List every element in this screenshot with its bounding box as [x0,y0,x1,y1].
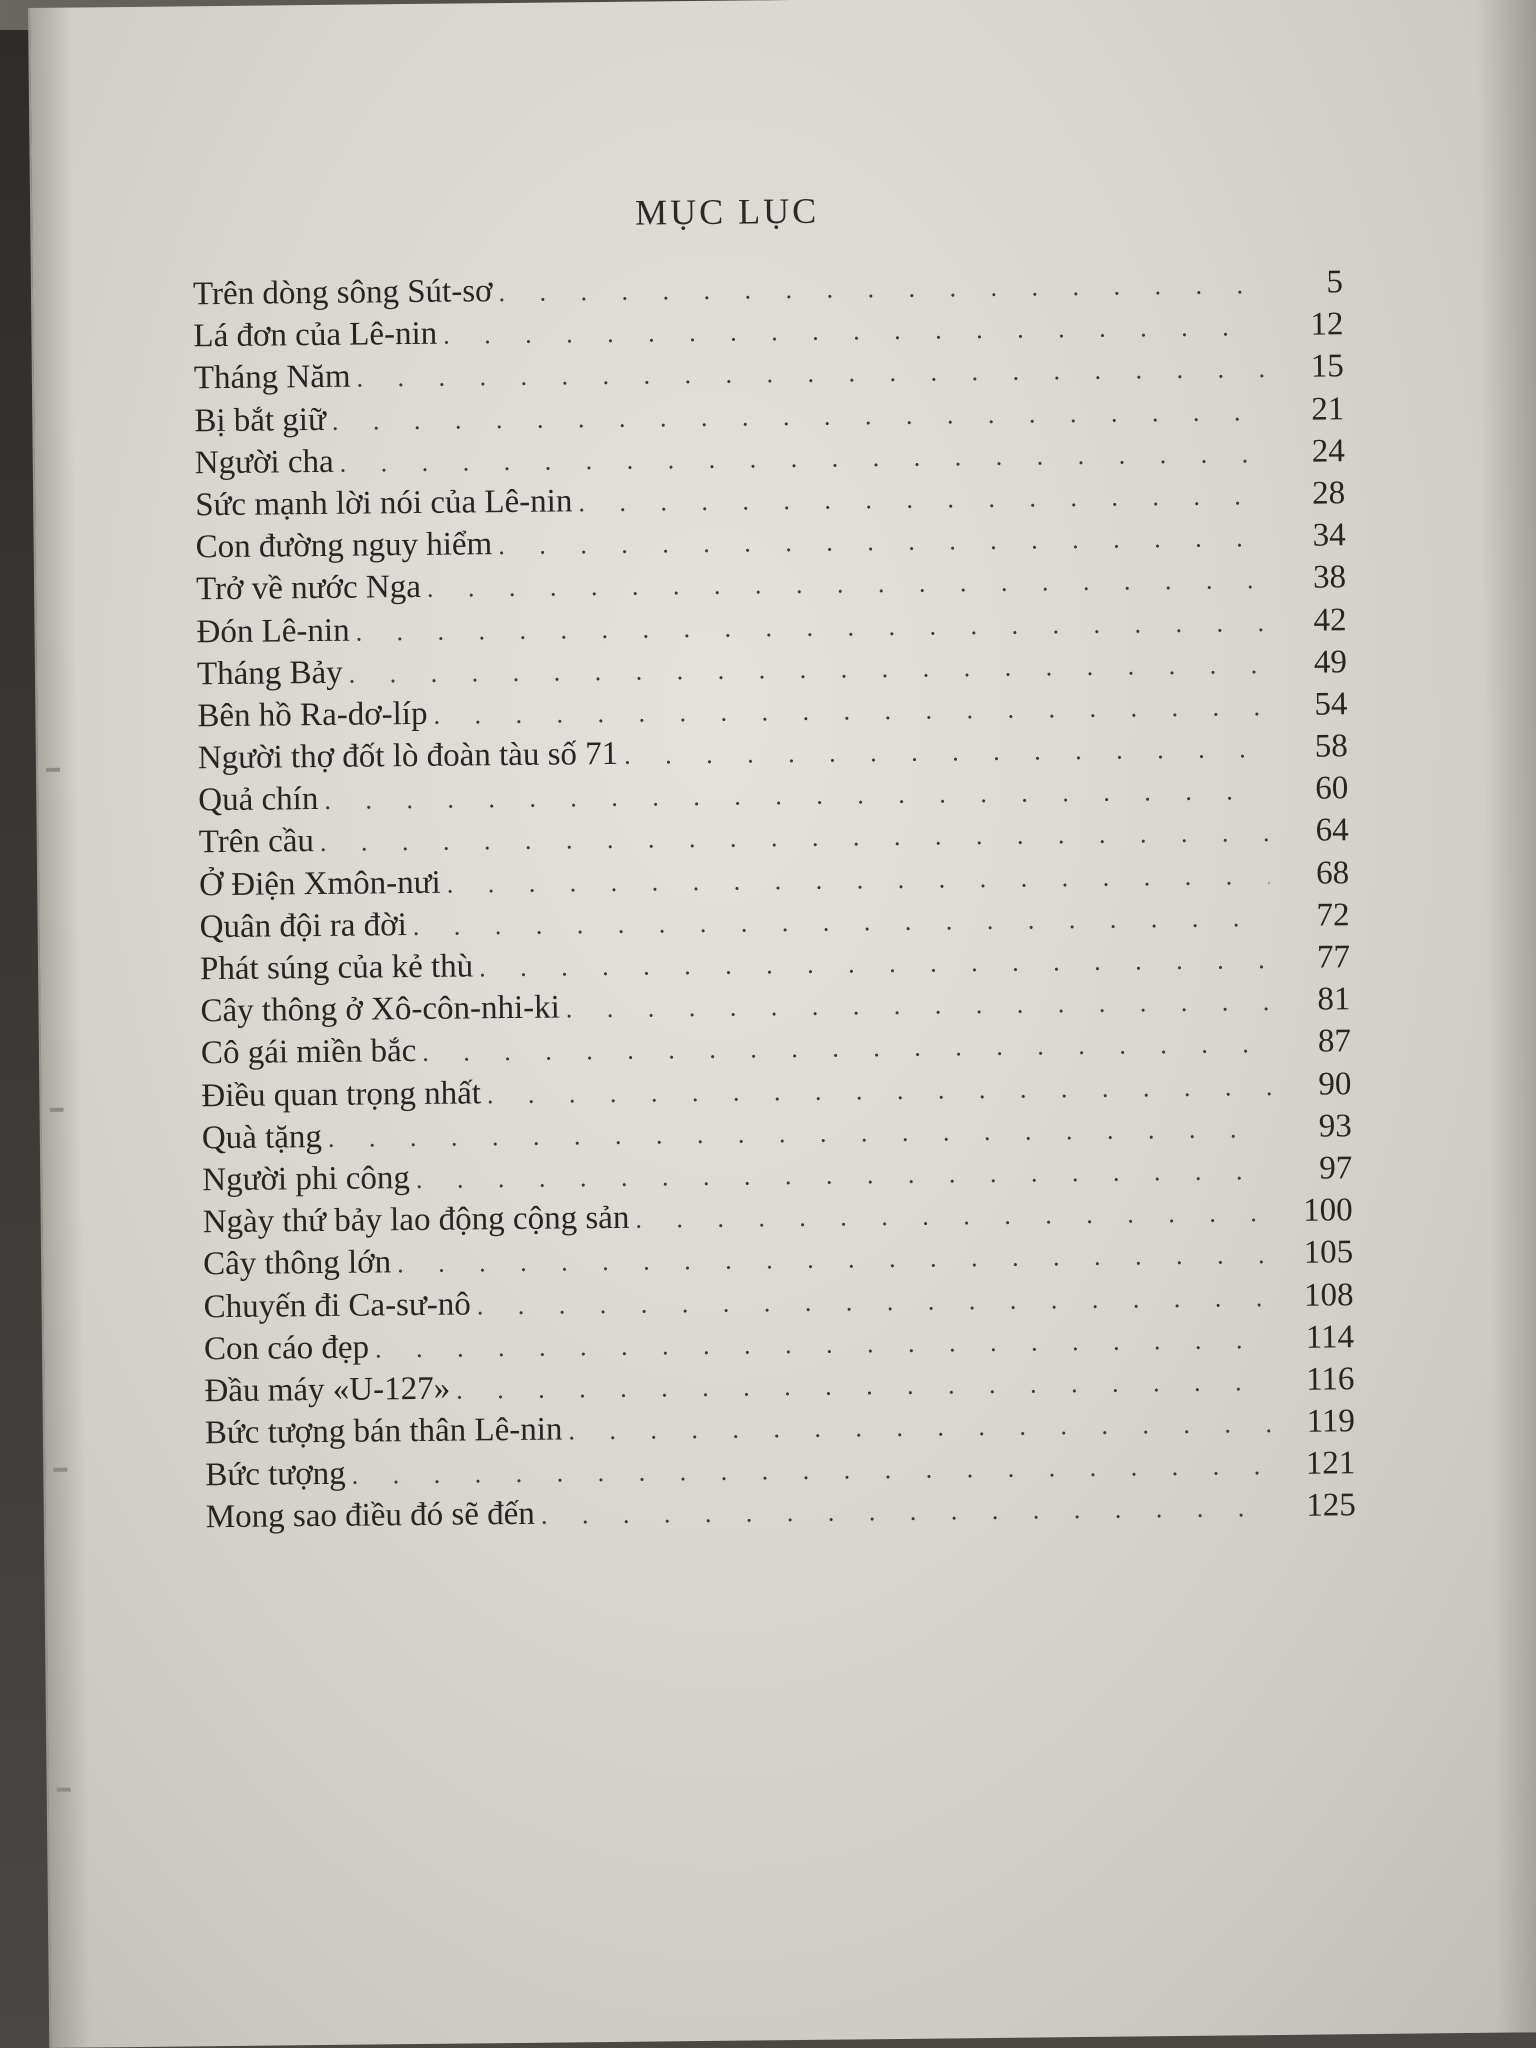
toc-entry-page: 54 [1314,686,1348,723]
toc-leader-dots [541,1493,1276,1531]
toc-entry-title: Người cha [194,443,334,482]
toc-entry-title: Phát súng của kẻ thù [199,948,474,988]
toc-leader-dots [498,523,1266,561]
toc-entry-page: 77 [1316,939,1351,976]
toc-leader-dots [397,1240,1273,1279]
toc-leader-dots [422,1029,1271,1068]
toc-entry-page: 87 [1317,1023,1352,1060]
toc-entry-page: 90 [1318,1065,1352,1103]
toc-entry-page: 105 [1303,1234,1354,1272]
toc-entry-title: Trở về nước Nga [195,569,422,608]
toc-leader-dots [635,1198,1273,1235]
toc-leader-dots [332,397,1265,437]
toc-leader-dots [416,1156,1273,1195]
toc-leader-dots [498,270,1263,308]
toc-entry-title: Bên hồ Ra-dơ-líp [197,695,428,735]
toc-entry-title: Đầu máy «U-127» [204,1370,451,1410]
toc-entry-title: Cây thông lớn [202,1244,392,1283]
toc-entry-title: Quả chín [198,781,319,819]
toc-entry-page: 21 [1311,390,1345,428]
toc-entry-page: 125 [1306,1487,1356,1525]
toc-leader-dots [568,1409,1275,1446]
toc-entry-title: Trên dòng sông Sút-sơ [192,273,493,313]
toc-entry-title: Quân đội ra đời [199,906,407,946]
toc-entry-page: 12 [1310,306,1344,343]
toc-entry-page: 42 [1313,601,1347,639]
toc-leader-dots [427,565,1266,604]
toc-entry-page: 28 [1311,475,1346,512]
toc-entry-title: Chuyến đi Ca-sư-nô [203,1285,471,1325]
toc-leader-dots [487,1072,1272,1110]
toc-entry-title: Con cáo đẹp [203,1329,370,1367]
book-page [28,0,1536,2048]
toc-entry-title: Cây thông ở Xô-côn-nhi-ki [200,989,560,1030]
toc-leader-dots [328,1114,1272,1154]
toc-entry-title: Ở Điện Xmôn-nưi [199,864,441,903]
toc-entry-title: Mong sao điều đó sẽ đến [205,1496,536,1536]
toc-leader-dots [413,903,1270,942]
toc-entry-page: 108 [1303,1276,1354,1314]
table-of-contents [193,264,1356,1542]
toc-entry-page: 15 [1310,348,1345,385]
toc-entry-page: 121 [1305,1445,1356,1482]
toc-entry-title: Cô gái miền bắc [200,1033,417,1072]
toc-leader-dots [352,1451,1276,1491]
toc-leader-dots [479,945,1270,983]
toc-entry-page: 24 [1311,432,1345,470]
toc-leader-dots [340,439,1265,479]
toc-entry-title: Tháng Bảy [196,654,343,692]
toc-leader-dots [355,608,1266,648]
toc-entry-title: Tháng Năm [193,359,351,397]
toc-leader-dots [477,1283,1274,1321]
toc-entry-title: Người thợ đốt lò đoàn tàu số 71 [197,735,619,777]
toc-leader-dots [456,1367,1275,1406]
toc-entry-title: Con đường nguy hiểm [195,526,493,566]
toc-entry-title: Bức tượng bán thân Lê-nin [204,1411,563,1452]
toc-leader-dots [324,776,1268,816]
toc-entry-page: 100 [1302,1192,1353,1229]
toc-entry-title: Ngày thứ bảy lao động cộng sản [202,1199,630,1241]
toc-leader-dots [566,987,1271,1024]
toc-entry-title: Đón Lê-nin [196,612,350,650]
toc-entry-page: 60 [1315,770,1349,807]
toc-entry-page: 72 [1316,897,1350,934]
toc-entry-page: 64 [1315,812,1349,849]
toc-entry-page: 119 [1306,1403,1356,1440]
toc-entry-page: 34 [1312,517,1346,554]
toc-entry-page: 81 [1317,981,1351,1018]
toc-leader-dots [375,1325,1274,1364]
toc-entry-title: Lá đơn của Lê-nin [193,315,438,355]
toc-entry-title: Quà tặng [201,1118,323,1156]
toc-leader-dots [320,818,1269,858]
page-title: MỤC LỤC [634,190,820,233]
toc-leader-dots [447,861,1270,900]
toc-entry-title: Điều quan trọng nhất [201,1074,482,1114]
toc-leader-dots [433,692,1267,731]
toc-entry-page: 93 [1318,1107,1352,1145]
toc-entry-page: 5 [1326,264,1344,301]
toc-entry-page: 38 [1312,559,1347,596]
toc-entry-page: 68 [1315,854,1350,892]
toc-leader-dots [578,481,1265,518]
toc-entry-title: Bị bắt giữ [194,401,327,439]
binding-marks [46,768,88,1868]
toc-entry-page: 58 [1314,728,1348,765]
toc-leader-dots [349,650,1268,690]
toc-entry-page: 49 [1313,643,1348,681]
toc-entry-page: 114 [1305,1318,1355,1356]
toc-leader-dots [624,734,1268,771]
toc-entry-title: Người phi công [202,1160,411,1199]
toc-entry-page: 116 [1305,1361,1355,1398]
toc-leader-dots [356,354,1264,393]
toc-entry-title: Bức tượng [205,1456,346,1494]
toc-entry-title: Sức mạnh lời nói của Lê-nin [195,483,573,524]
toc-entry-page: 97 [1319,1150,1353,1187]
toc-leader-dots [443,312,1264,351]
toc-entry-title: Trên cầu [198,823,315,861]
